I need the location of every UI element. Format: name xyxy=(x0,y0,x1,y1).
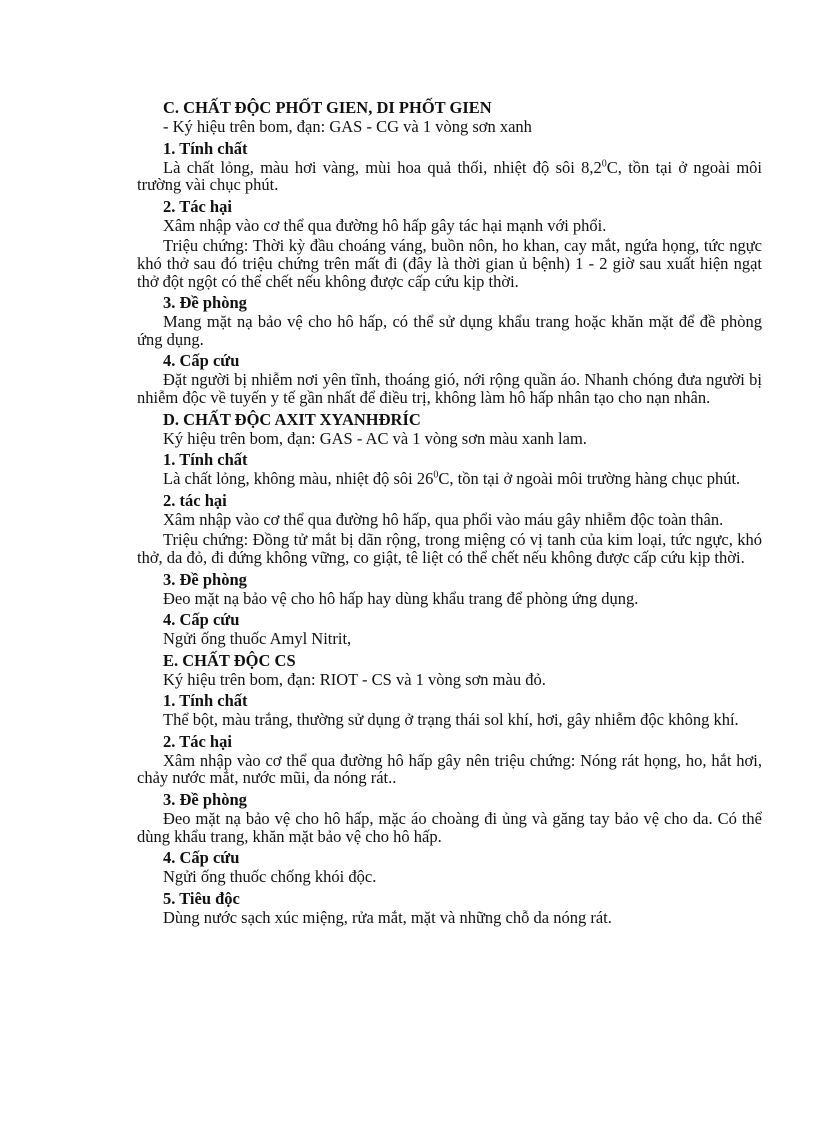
section-d-title: D. CHẤT ĐỘC AXIT XYANHĐRÍC xyxy=(163,409,421,429)
section-e-first-aid-text: Ngửi ống thuốc chống khói độc. xyxy=(163,867,377,887)
section-c-first-aid-text: Đặt người bị nhiễm nơi yên tĩnh, thoáng gió, nới rộng quần áo. Nhanh chóng đưa người bị nhiễm độc về tuyến y tế gần nhất để điều trị, không làm hô hấp nhân tạo cho nạn nhân. xyxy=(137,370,762,407)
section-c-heading-prevention: 3. Đề phòng xyxy=(163,293,247,313)
section-d-prevention-text: Đeo mặt nạ bảo vệ cho hô hấp hay dùng khẩu trang để phòng ứng dụng. xyxy=(163,588,639,608)
document-page xyxy=(137,96,762,929)
section-d-heading-prevention: 3. Đề phòng xyxy=(163,569,247,589)
section-e-heading-prevention: 3. Đề phòng xyxy=(163,790,247,810)
section-e-title: E. CHẤT ĐỘC CS xyxy=(163,650,296,670)
section-e-decontamination-text: Dùng nước sạch xúc miệng, rửa mắt, mặt và những chỗ da nóng rát. xyxy=(163,907,612,927)
section-d-harm-text: Xâm nhập vào cơ thể qua đường hô hấp, qua phổi vào máu gây nhiễm độc toàn thân. xyxy=(163,509,724,529)
section-c-heading-harm: 2. Tác hại xyxy=(163,196,232,216)
section-c-properties-text: Là chất lỏng, màu hơi vàng, mùi hoa quả thối, nhiệt độ sôi $8,2^0C$, tồn tại ở ngoài môi trường vài chục phút. xyxy=(137,157,762,195)
section-e-heading-first-aid: 4. Cấp cứu xyxy=(163,848,240,868)
section-d-first-aid-text: Ngửi ống thuốc Amyl Nitrit, xyxy=(163,629,352,649)
section-e-prevention-text: Đeo mặt nạ bảo vệ cho hô hấp, mặc áo choàng đi ủng và găng tay bảo vệ cho da. Có thể dùng khẩu trang, khăn mặt bảo vệ cho hô hấp. xyxy=(137,809,762,846)
section-e-harm-text: Xâm nhập vào cơ thể qua đường hô hấp gây nên triệu chứng: Nóng rát họng, ho, hắt hơi, chảy nước mắt, nước mũi, da nóng rát.. xyxy=(137,750,762,788)
section-d-symbol: Ký hiệu trên bom, đạn: GAS - AC và 1 vòng sơn màu xanh lam. xyxy=(163,428,587,448)
section-c-title: C. CHẤT ĐỘC PHỐT GIEN, DI PHỐT GIEN xyxy=(163,98,492,117)
section-e-heading-decontamination: 5. Tiêu độc xyxy=(163,888,240,908)
section-c-prevention-text: Mang mặt nạ bảo vệ cho hô hấp, có thể sử dụng khẩu trang hoặc khăn mặt để đề phòng ứng dụng. xyxy=(137,312,762,349)
section-c-symbol: - Ký hiệu trên bom, đạn: GAS - CG và 1 vòng sơn xanh xyxy=(163,117,532,136)
section-e-symbol: Ký hiệu trên bom, đạn: RIOT - CS và 1 vòng sơn màu đỏ. xyxy=(163,669,546,689)
section-c-heading-first-aid: 4. Cấp cứu xyxy=(163,351,240,371)
section-c-symptoms-text: Triệu chứng: Thời kỳ đầu choáng váng, buồn nôn, ho khan, cay mắt, ngứa họng, tức ngực khó thở sau đó triệu chứng trên mất đi (đây là thời gian ủ bệnh) 1 - 2 giờ sau xuất hiện ngạt thở đột ngột có thể chết nếu không được cấp cứu kịp thời. xyxy=(137,236,762,291)
section-e-properties-text: Thể bột, màu trắng, thường sử dụng ở trạng thái sol khí, hơi, gây nhiễm độc không khí. xyxy=(163,710,739,730)
section-e-heading-properties: 1. Tính chất xyxy=(163,691,248,711)
section-d-heading-harm: 2. tác hại xyxy=(163,490,227,510)
section-c-heading-properties: 1. Tính chất xyxy=(163,138,248,158)
section-d-heading-first-aid: 4. Cấp cứu xyxy=(163,610,240,630)
section-d-symptoms-text: Triệu chứng: Đồng tử mắt bị dãn rộng, trong miệng có vị tanh của kim loại, tức ngực, khó thở, da đỏ, đi đứng không vững, co giật, tê liệt có thể chết nếu không được cấp cứu kịp thời. xyxy=(137,530,762,567)
section-c-harm-text: Xâm nhập vào cơ thể qua đường hô hấp gây tác hại mạnh với phổi. xyxy=(163,215,607,235)
section-d-heading-properties: 1. Tính chất xyxy=(163,450,248,470)
section-e-heading-harm: 2. Tác hại xyxy=(163,731,232,751)
section-d-properties-text: Là chất lỏng, không màu, nhiệt độ sôi $26^0C$, tồn tại ở ngoài môi trường hàng chục phút. xyxy=(163,469,741,489)
